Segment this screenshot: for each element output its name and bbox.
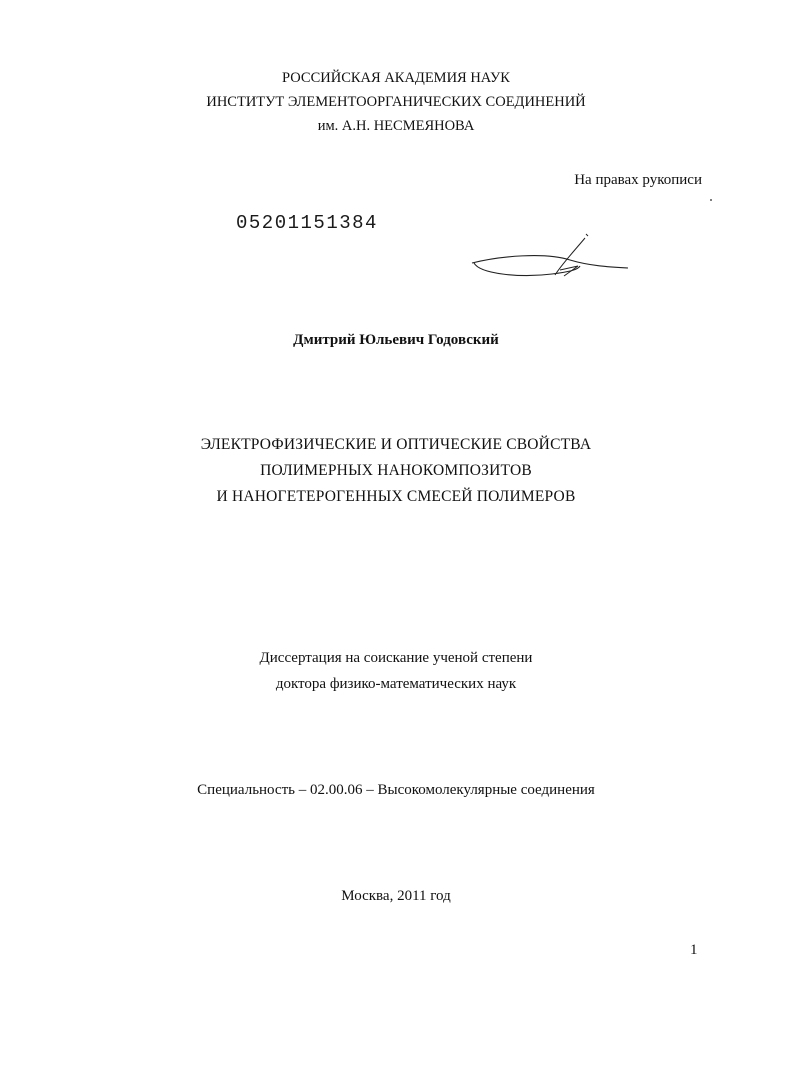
title-line-2: ПОЛИМЕРНЫХ НАНОКОМПОЗИТОВ bbox=[260, 462, 532, 479]
title-line-3: И НАНОГЕТЕРОГЕННЫХ СМЕСЕЙ ПОЛИМЕРОВ bbox=[216, 488, 576, 505]
title-line-1: ЭЛЕКТРОФИЗИЧЕСКИЕ И ОПТИЧЕСКИЕ СВОЙСТВА bbox=[200, 436, 592, 453]
degree-line-1: Диссертация на соискание ученой степени bbox=[259, 650, 533, 666]
page-number: 1 bbox=[690, 942, 698, 958]
header-academy: РОССИЙСКАЯ АКАДЕМИЯ НАУК bbox=[282, 70, 510, 86]
author-name: Дмитрий Юльевич Годовский bbox=[293, 332, 499, 348]
place-year: Москва, 2011 год bbox=[341, 888, 451, 904]
header-institute: ИНСТИТУТ ЭЛЕМЕНТООРГАНИЧЕСКИХ СОЕДИНЕНИЙ bbox=[206, 94, 586, 110]
manuscript-note: На правах рукописи bbox=[574, 172, 702, 188]
scan-speck bbox=[710, 199, 712, 201]
signature-image bbox=[460, 230, 635, 285]
degree-line-2: доктора физико-математических наук bbox=[275, 676, 517, 692]
header-named-after: им. А.Н. НЕСМЕЯНОВА bbox=[317, 118, 475, 134]
specialty: Специальность – 02.00.06 – Высокомолекулярные соединения bbox=[197, 782, 595, 798]
archive-number: 05201151384 bbox=[236, 212, 378, 234]
